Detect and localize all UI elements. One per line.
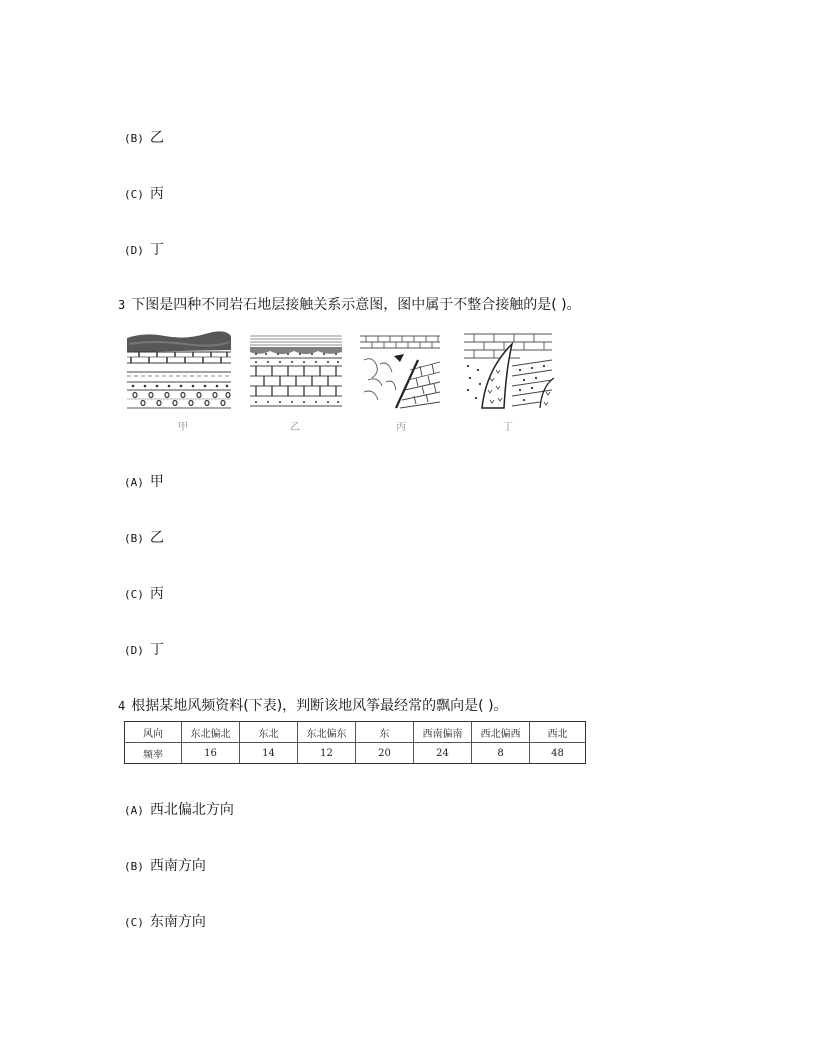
figure-label-bing: 丙: [396, 422, 406, 433]
option-letter: (D): [124, 644, 144, 657]
table-cell: 东北偏东: [298, 722, 356, 743]
figure-jia: [125, 330, 233, 412]
rock-strata-intrusion-icon: [460, 330, 556, 412]
table-cell: 24: [414, 743, 472, 764]
option-text: 乙: [149, 530, 164, 546]
q4-option-b[interactable]: [124, 857, 206, 876]
option-letter: (B): [124, 532, 144, 545]
question-stem: 根据某地风频资料(下表)，判断该地风筝最经常的飘向是( )。: [131, 698, 508, 714]
question-number: 4: [118, 699, 126, 713]
rock-strata-diagram: [120, 330, 560, 435]
option-text: 丙: [149, 586, 164, 602]
table-cell: 48: [530, 743, 586, 764]
table-cell: 12: [298, 743, 356, 764]
q2-option-d[interactable]: [124, 241, 164, 260]
option-letter: (C): [124, 916, 144, 929]
rock-strata-fault-icon: [358, 330, 442, 412]
q3-option-c[interactable]: [124, 585, 164, 604]
option-text: 甲: [149, 474, 164, 490]
table-cell: 西南偏南: [414, 722, 472, 743]
option-letter: (A): [124, 804, 144, 817]
rock-strata-eroded-surface-icon: [248, 330, 344, 412]
option-letter: (D): [124, 244, 144, 257]
option-text: 丁: [149, 242, 164, 258]
figure-label-ding: 丁: [503, 422, 513, 433]
q3-option-a[interactable]: [124, 473, 164, 492]
q2-option-c[interactable]: [124, 185, 164, 204]
figure-ding: [460, 330, 556, 412]
figure-yi: [248, 330, 344, 412]
option-text: 西北偏北方向: [149, 802, 234, 818]
option-text: 乙: [149, 130, 164, 146]
option-text: 丁: [149, 642, 164, 658]
option-letter: (A): [124, 476, 144, 489]
q2-option-b[interactable]: [124, 129, 164, 148]
option-letter: (C): [124, 188, 144, 201]
figure-label-jia: 甲: [178, 422, 188, 433]
table-cell: 东北偏北: [182, 722, 240, 743]
table-cell: 20: [356, 743, 414, 764]
table-cell: 14: [240, 743, 298, 764]
table-cell: 西北: [530, 722, 586, 743]
table-cell: 东: [356, 722, 414, 743]
wind-frequency-table: [124, 721, 586, 764]
row-header: 风向: [125, 722, 182, 743]
figure-bing: [358, 330, 442, 412]
q4-option-c[interactable]: [124, 913, 206, 932]
option-letter: (B): [124, 860, 144, 873]
option-text: 东南方向: [149, 914, 206, 930]
row-header: 频率: [125, 743, 182, 764]
option-text: 丙: [149, 186, 164, 202]
question-number: 3: [118, 298, 126, 312]
table-cell: 东北: [240, 722, 298, 743]
q3-question-text: [118, 296, 581, 314]
table-row-direction: [125, 722, 586, 743]
q3-option-d[interactable]: [124, 641, 164, 660]
option-letter: (B): [124, 132, 144, 145]
q3-option-b[interactable]: [124, 529, 164, 548]
table-cell: 16: [182, 743, 240, 764]
figure-label-yi: 乙: [290, 422, 300, 433]
question-stem: 下图是四种不同岩石地层接触关系示意图，图中属于不整合接触的是( )。: [131, 297, 581, 313]
option-letter: (C): [124, 588, 144, 601]
table-row-frequency: [125, 743, 586, 764]
option-text: 西南方向: [149, 858, 206, 874]
q4-question-text: [118, 697, 508, 715]
table-cell: 8: [472, 743, 530, 764]
table-cell: 西北偏西: [472, 722, 530, 743]
rock-strata-parallel-layers-icon: [125, 330, 233, 412]
q4-option-a[interactable]: [124, 801, 234, 820]
